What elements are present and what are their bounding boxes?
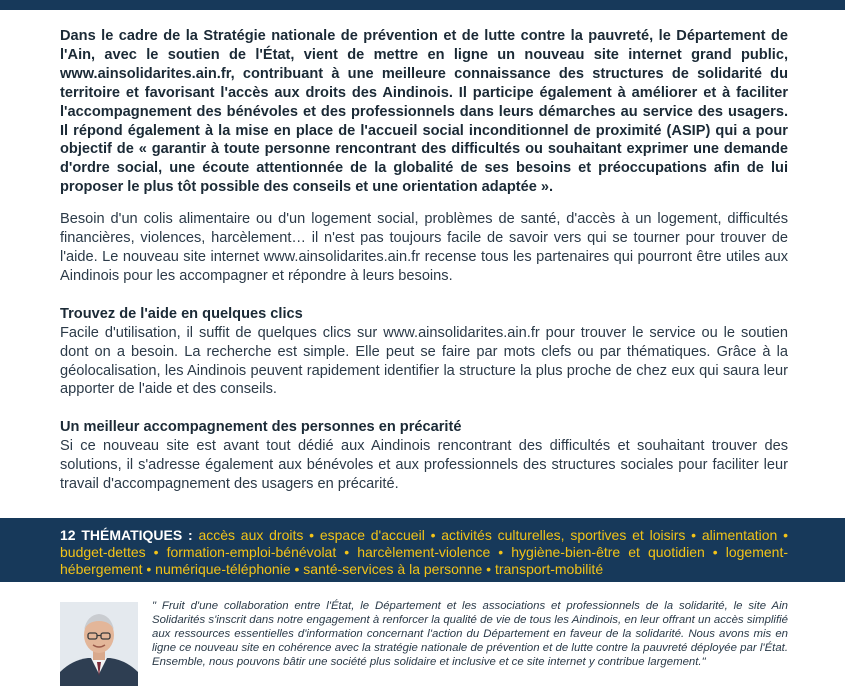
quote-text: " Fruit d'une collaboration entre l'État, le Département et les associations et professionnels de la solidarité, le site Ain Solidarités s'inscrit dans notre engagement à renforcer la qualité de vie de tous les Aindinois, en leur offrant un accès simplifié aux ressources essentielles d'information concernant l'action du Département en faveur de la solidarité. Nous avons mis en ligne ce nouveau site en cohérence avec la stratégie nationale de prévention et de lutte contre la pauvreté déployée par l'État. Ensemble, nous pouvons bâtir une société plus solidaire et inclusive et ce site internet y contribue largement." xyxy=(152,600,788,668)
section-find-help-heading: Trouvez de l'aide en quelques clics xyxy=(60,305,303,322)
portrait-photo xyxy=(60,602,138,686)
portrait-icon xyxy=(60,602,138,686)
section-support-heading: Un meilleur accompagnement des personnes en précarité xyxy=(60,419,462,436)
section-support xyxy=(60,418,788,494)
article-body xyxy=(60,27,788,494)
themes-text xyxy=(60,527,788,578)
intro-paragraph: Besoin d'un colis alimentaire ou d'un logement social, problèmes de santé, d'accès à un logement, difficultés financières, violences, harcèlement… il n'est pas toujours facile de savoir vers qui se tourner pour trouver de l'aide. Le nouveau site internet www.ainsolidarites.ain.fr recense tous les partenaires qui pourront être utiles aux Aindinois pour les accompagner et répondre à leurs besoins. xyxy=(60,211,788,284)
themes-banner xyxy=(0,518,845,582)
themes-list: accès aux droits • espace d'accueil • activités culturelles, sportives et loisirs • alimentation • budget-dettes • formation-emploi-bénévolat • harcèlement-violence • hygiène-bien-être et quotidien • logement-hébergement • numérique-téléphonie • santé-services à la personne • transport-mobilité xyxy=(60,527,788,578)
quote-section xyxy=(0,582,845,684)
section-find-help-body: Facile d'utilisation, il suffit de quelques clics sur www.ainsolidarites.ain.fr pour trouver le service ou le soutien dont on a besoin. La recherche est simple. Elle peut se faire par mots clefs ou par thématiques. Grâce à la géolocalisation, les Aindinois peuvent rapidement identifier la structure la plus proche de chez eux qui saura leur apporter de l'aide et des conseils. xyxy=(60,324,788,398)
themes-title: 12 THÉMATIQUES : xyxy=(60,527,193,543)
header-band xyxy=(0,0,845,10)
lead-paragraph: Dans le cadre de la Stratégie nationale de prévention et de lutte contre la pauvreté, le Département de l'Ain, avec le soutien de l'État, vient de mettre en ligne un nouveau site internet grand public, www.ainsolidarites.ain.fr, contribuant à une meilleure connaissance des structures de solidarité du territoire et favorisant l'accès aux droits des Aindinois. Il participe également à améliorer et à faciliter l'accompagnement des bénévoles et des professionnels dans leurs démarches au service des usagers. Il répond également à la mise en place de l'accueil social inconditionnel de proximité (ASIP) qui a pour objectif de « garantir à toute personne rencontrant des difficultés ou souhaitant exprimer une demande d'ordre social, une écoute attentionnée de la globalité de ses besoins et préoccupations afin de lui proposer le plus tôt possible des conseils et une orientation adaptée ». xyxy=(60,28,788,196)
section-support-body: Si ce nouveau site est avant tout dédié aux Aindinois rencontrant des difficultés et souhaitant trouver des solutions, il s'adresse également aux bénévoles et aux professionnels des structures sociales pour faciliter leur travail d'accompagnement des usagers en précarité. xyxy=(60,438,788,493)
section-find-help xyxy=(60,305,788,400)
